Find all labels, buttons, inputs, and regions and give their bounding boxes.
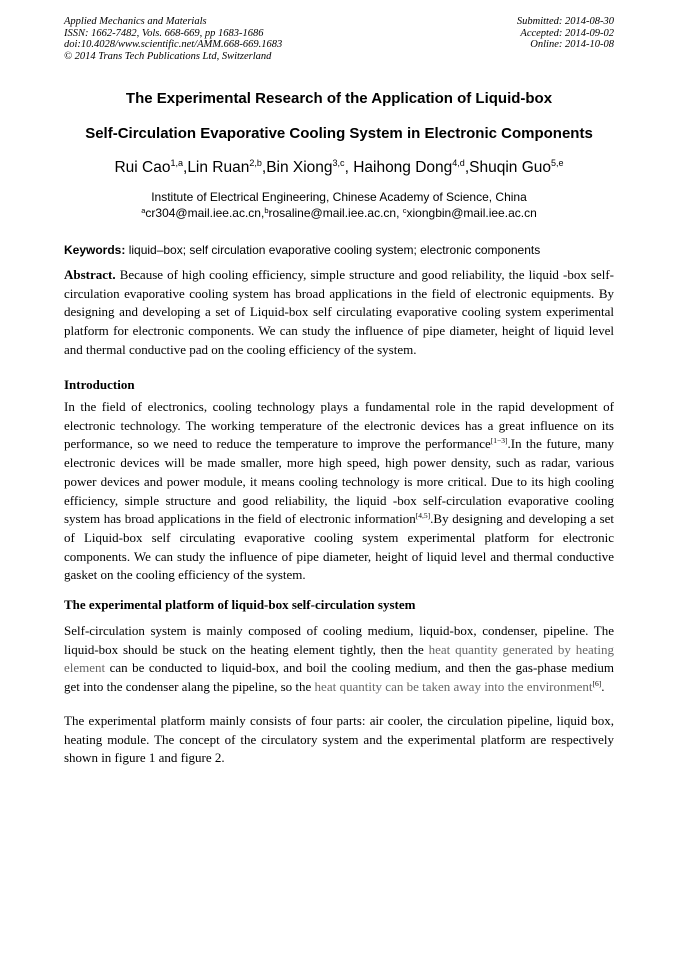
author-sep: , <box>183 159 188 176</box>
email-address: xiongbin@mail.iee.ac.cn <box>406 206 537 220</box>
email-address: cr304@mail.iee.ac.cn <box>145 206 261 220</box>
accepted-date: Accepted: 2014-09-02 <box>520 27 614 39</box>
platform-heading: The experimental platform of liquid-box self-circulation system <box>64 597 416 612</box>
journal-name: Applied Mechanics and Materials <box>64 16 207 27</box>
paper-title-line-2: Self-Circulation Evaporative Cooling System in Electronic Components <box>85 125 593 142</box>
introduction-text: .In the future, many electronic devices will be made smaller, more high speed, high power density, such as radar, various power devices and power module, it means cooling technology is more critical. Due to its high cooling efficiency, simple structure and good reliability, the liquid -box self-circulation evaporative cooling system has broad applications in the field of electronic information <box>64 436 614 527</box>
author-sep: , <box>344 159 354 176</box>
journal-header-right <box>517 16 614 51</box>
email-sep: , <box>260 206 265 220</box>
highlighted-text: heat quantity can be taken away into the environment <box>314 679 593 695</box>
email-mark: a <box>141 206 146 215</box>
abstract-text: Because of high cooling efficiency, simple structure and good reliability, the liquid -box self-circulation evaporative cooling system has broad applications in the field of electronic equipments. By designing and developing a set of Liquid-box self circulating evaporative cooling system experimental platform for electronic components. We can study the influence of pipe diameter, height of liquid level and thermal conductive pad on the cooling efficiency of the system. <box>64 267 614 357</box>
introduction-text: .By designing and developing a set of Liquid-box self circulating evaporative cooling system experimental platform for electronic components. We can study the influence of pipe diameter, height of liquid level and thermal conductive gasket on the cooling efficiency of the system. <box>64 511 615 583</box>
journal-copyright: © 2014 Trans Tech Publications Ltd, Switzerland <box>64 50 272 62</box>
author-affil-mark: 3,c <box>332 158 345 168</box>
email-list <box>20 205 658 221</box>
email-mark: b <box>264 206 269 215</box>
author-name: Rui Cao <box>114 159 171 176</box>
platform-text: can be conducted to liquid-box, and boil the cooling medium, and then the gas-phase medium get into the condenser alang the pipeline, so the <box>64 660 614 695</box>
introduction-text: In the field of electronics, cooling technology plays a fundamental role in the rapid development of electronic technology. The working temperature of the electronic devices has a great influence on its performance, so we need to reduce the temperature to improve the performance <box>64 399 614 452</box>
platform-paragraph-2: The experimental platform mainly consists of four parts: air cooler, the circulation pipeline, liquid box, heating module. The concept of the circulatory system and the experimental platform are respectively shown in figure 1 and figure 2. <box>64 713 614 766</box>
author-affil-mark: 1,a <box>170 158 183 168</box>
online-date: Online: 2014-10-08 <box>530 39 614 50</box>
author-affil-mark: 2,b <box>249 158 262 168</box>
keywords-label: Keywords: <box>64 243 126 257</box>
citation: [6] <box>592 679 602 689</box>
platform-text: . <box>601 679 605 695</box>
author-sep: , <box>261 159 267 176</box>
introduction-paragraph <box>64 398 614 585</box>
email-sep: , <box>396 206 403 220</box>
email-mark: c <box>402 206 407 215</box>
journal-header-left <box>64 16 282 62</box>
abstract <box>64 266 614 360</box>
author-name: Lin Ruan <box>187 159 250 176</box>
citation: [4,5] <box>415 511 431 521</box>
introduction-heading: Introduction <box>64 377 135 392</box>
keywords <box>64 242 540 258</box>
author-sep: , <box>464 159 470 176</box>
journal-issn: ISSN: 1662-7482, Vols. 668-669, pp 1683-1686 <box>64 27 264 39</box>
highlighted-text: heat quantity generated by heating element <box>64 641 614 676</box>
citation: [1−3] <box>490 436 508 446</box>
author-affil-mark: 4,d <box>452 158 465 168</box>
author-name: Shuqin Guo <box>469 159 551 176</box>
author-name: Bin Xiong <box>266 159 333 176</box>
email-address: rosaline@mail.iee.ac.cn <box>268 206 397 220</box>
affiliation: Institute of Electrical Engineering, Chinese Academy of Science, China <box>151 190 527 204</box>
submitted-date: Submitted: 2014-08-30 <box>516 16 614 27</box>
author-list <box>20 158 658 178</box>
journal-doi: doi:10.4028/www.scientific.net/AMM.668-669.1683 <box>64 39 283 50</box>
paper-title-line-1: The Experimental Research of the Application of Liquid-box <box>125 90 553 107</box>
keywords-text: liquid–box; self circulation evaporative cooling system; electronic components <box>125 243 541 257</box>
abstract-label: Abstract. <box>64 267 116 282</box>
platform-text: Self-circulation system is mainly composed of cooling medium, liquid-box, condenser, pipeline. The liquid-box should be stuck on the heating element tightly, then the <box>64 623 614 657</box>
platform-paragraph-1 <box>64 622 614 697</box>
author-name: Haihong Dong <box>353 159 453 176</box>
author-affil-mark: 5,e <box>551 158 564 168</box>
